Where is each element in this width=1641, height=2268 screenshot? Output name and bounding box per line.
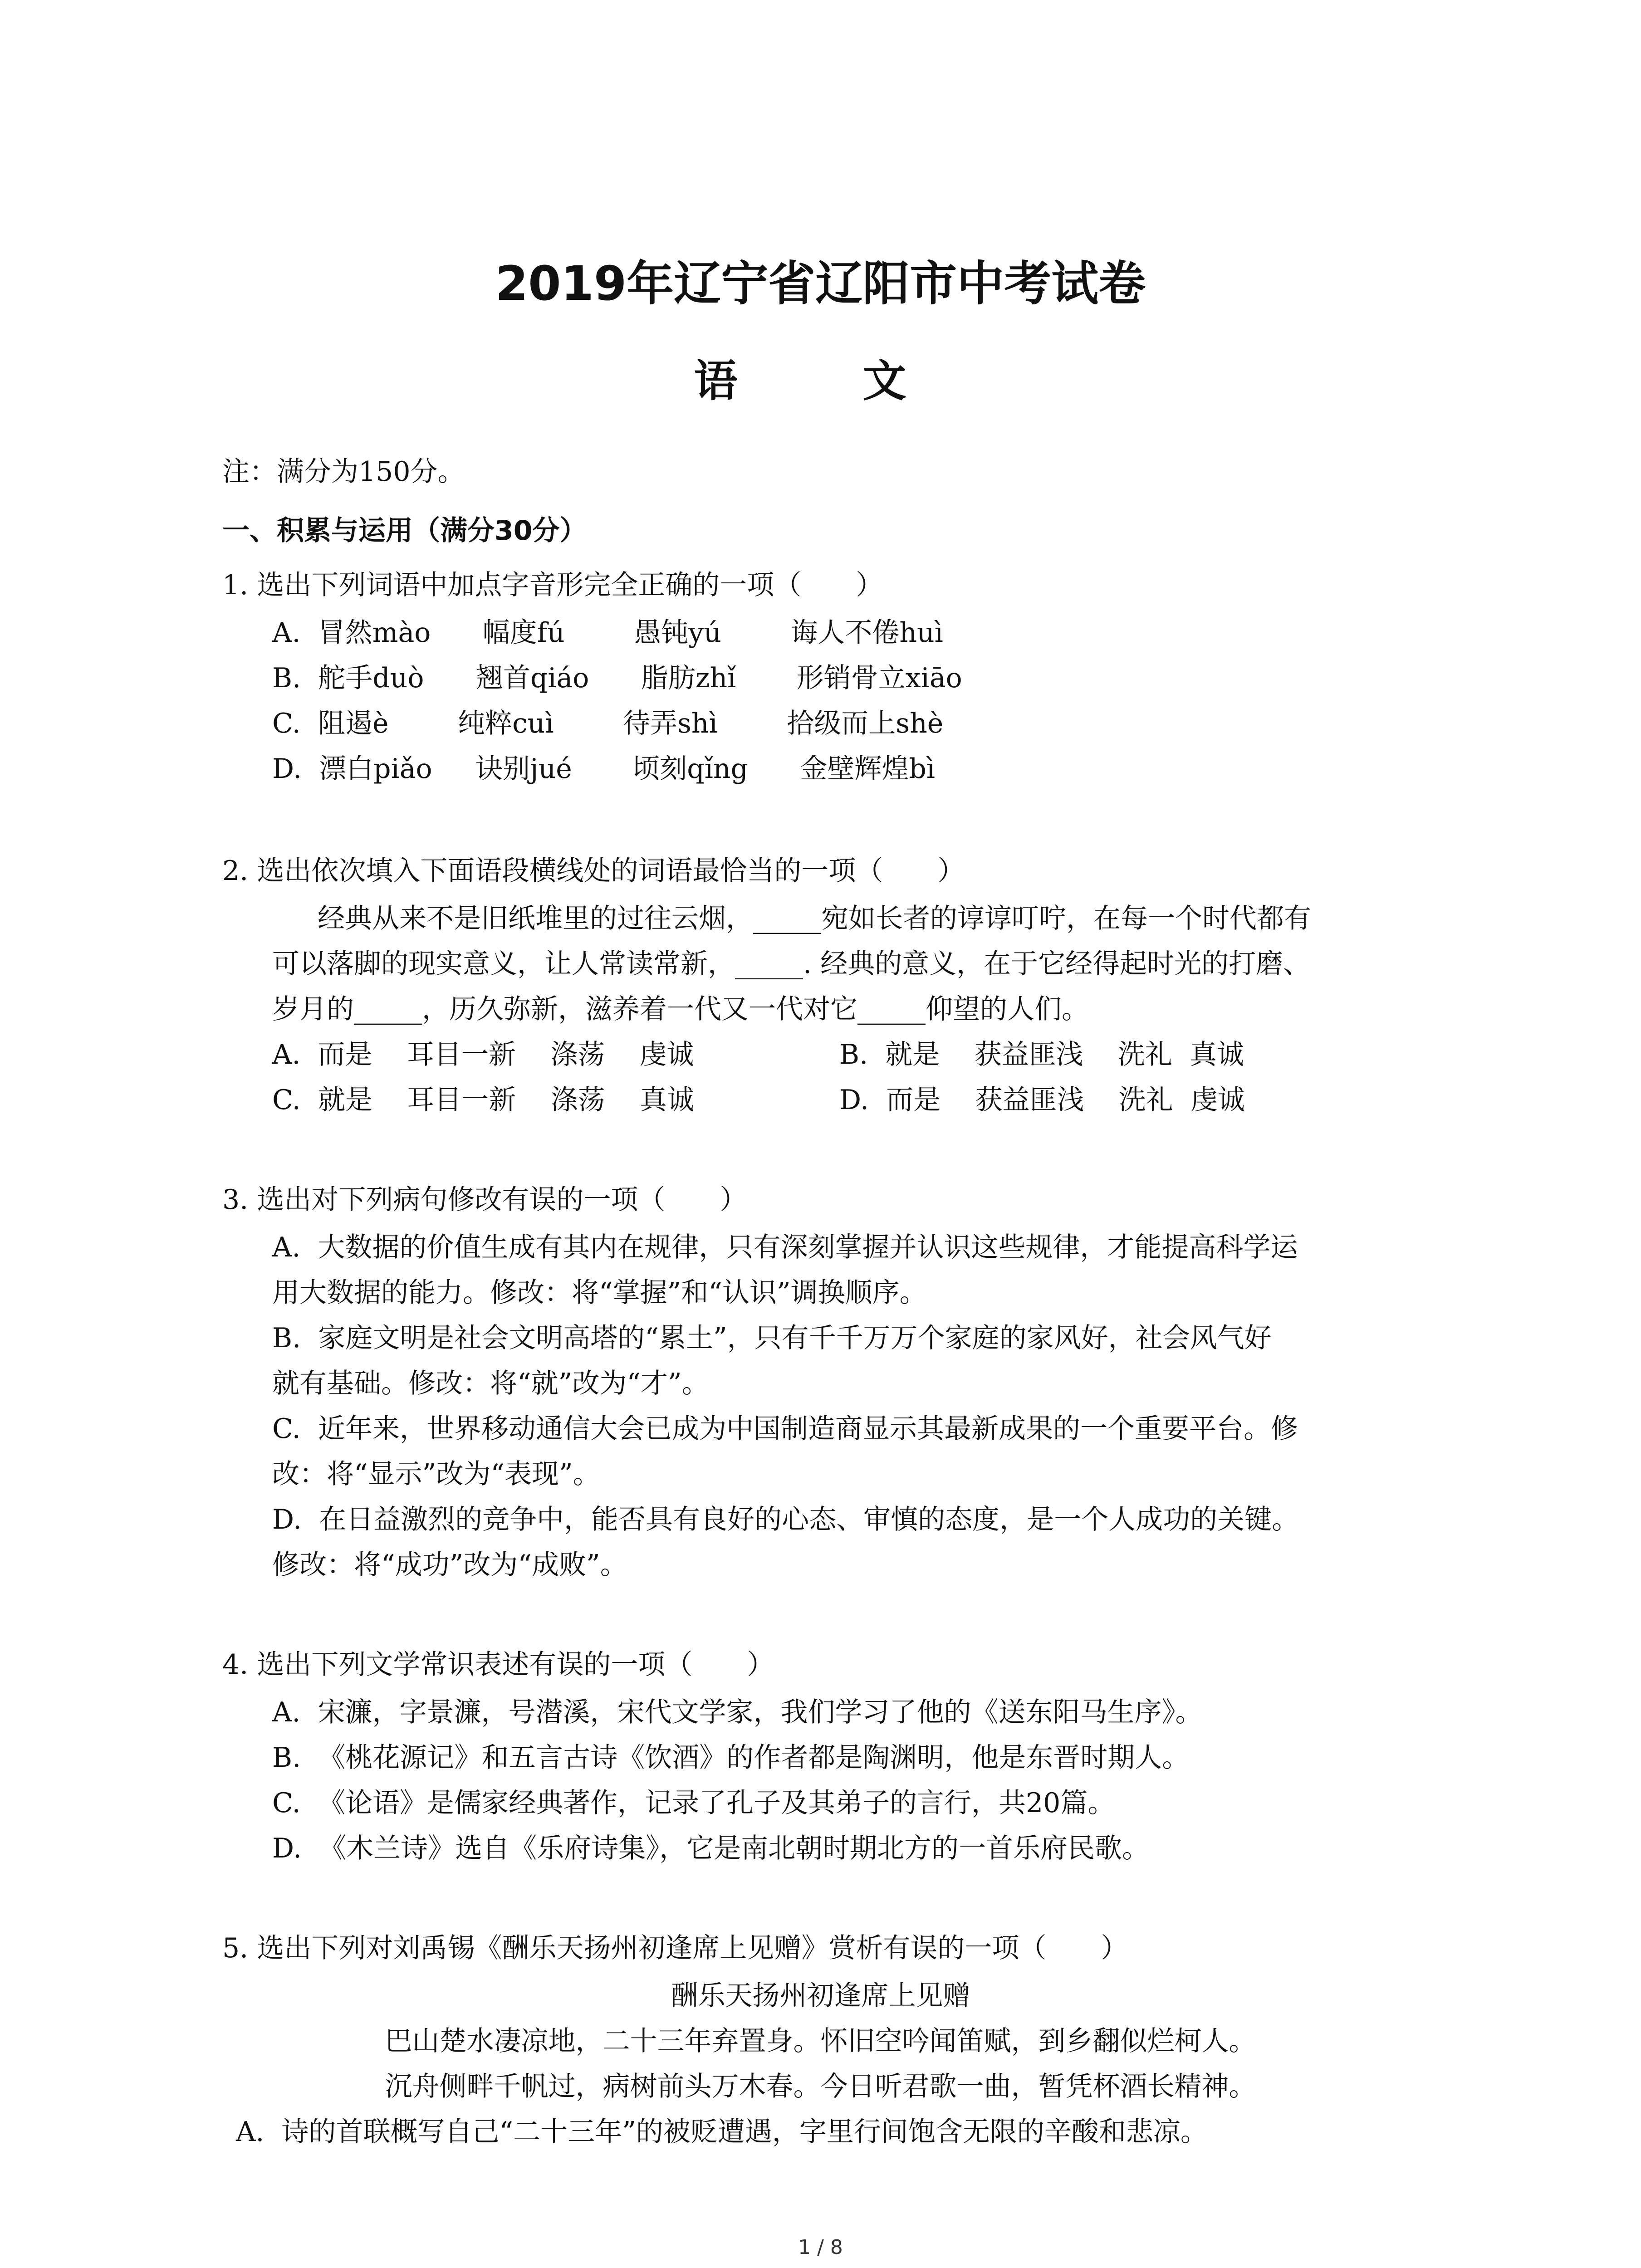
q2-option-c: C. 就是 耳目一新 涤荡 真诚 bbox=[272, 1084, 694, 1116]
page-number: 1 / 8 bbox=[798, 2236, 843, 2259]
q4-stem: 4. 选出下列文学常识表述有误的一项（ ） bbox=[222, 1649, 774, 1681]
q3-option-c-line-1: C. 近年来，世界移动通信大会已成为中国制造商显示其最新成果的一个重要平台。修 bbox=[272, 1413, 1298, 1445]
score-note: 注：满分为150分。 bbox=[222, 456, 465, 488]
q3-stem: 3. 选出对下列病句修改有误的一项（ ） bbox=[222, 1184, 747, 1216]
q1-option-a: A. 冒然mào 幅度fú 愚钝yú 诲人不倦huì bbox=[272, 617, 943, 649]
q4-option-c: C. 《论语》是儒家经典著作，记录了孔子及其弟子的言行，共20篇。 bbox=[272, 1787, 1115, 1819]
q3-option-d-line-2: 修改：将“成功”改为“成败”。 bbox=[272, 1549, 627, 1581]
q5-poem-title: 酬乐天扬州初逢席上见赠 bbox=[671, 1980, 970, 2012]
q3-option-b-line-2: 就有基础。修改：将“就”改为“才”。 bbox=[272, 1368, 709, 1399]
q2-option-a: A. 而是 耳目一新 涤荡 虔诚 bbox=[272, 1039, 694, 1070]
q3-option-b-line-1: B. 家庭文明是社会文明高塔的“累土”，只有千千万万个家庭的家风好，社会风气好 bbox=[272, 1322, 1272, 1354]
q3-option-d-line-1: D. 在日益激烈的竞争中，能否具有良好的心态、审慎的态度，是一个人成功的关键。 bbox=[272, 1504, 1299, 1535]
exam-title: 2019年辽宁省辽阳市中考试卷 bbox=[495, 256, 1146, 311]
q5-option-a: A. 诗的首联概写自己“二十三年”的被贬遭遇，字里行间饱含无限的辛酸和悲凉。 bbox=[236, 2116, 1208, 2148]
q5-poem-line-2: 沉舟侧畔千帆过，病树前头万木春。今日听君歌一曲，暂凭杯酒长精神。 bbox=[385, 2071, 1256, 2102]
q2-option-d: D. 而是 获益匪浅 洗礼 虔诚 bbox=[839, 1084, 1245, 1116]
q1-option-b: B. 舵手duò 翘首qiáo 脂肪zhǐ 形销骨立xiāo bbox=[272, 662, 962, 694]
q1-option-d: D. 漂白piǎo 诀别jué 顷刻qǐng 金壁辉煌bì bbox=[272, 753, 935, 785]
section-heading: 一、积累与运用（满分30分） bbox=[222, 515, 587, 547]
q5-stem: 5. 选出下列对刘禹锡《酬乐天扬州初逢席上见赠》赏析有误的一项（ ） bbox=[222, 1932, 1128, 1964]
q1-stem: 1. 选出下列词语中加点字音形完全正确的一项（ ） bbox=[222, 569, 883, 601]
q4-option-b: B. 《桃花源记》和五言古诗《饮酒》的作者都是陶渊明，他是东晋时期人。 bbox=[272, 1742, 1190, 1774]
q2-passage-line-1: 经典从来不是旧纸堆里的过往云烟，_____宛如长者的谆谆叮咛，在每一个时代都有 bbox=[318, 903, 1311, 934]
q4-option-a: A. 宋濂，字景濂，号潜溪，宋代文学家，我们学习了他的《送东阳马生序》。 bbox=[272, 1696, 1203, 1728]
q2-passage-line-2: 可以落脚的现实意义，让人常读常新，_____. 经典的意义，在于它经得起时光的打磨、 bbox=[272, 948, 1311, 980]
q3-option-a-line-1: A. 大数据的价值生成有其内在规律，只有深刻掌握并认识这些规律，才能提高科学运 bbox=[272, 1232, 1298, 1263]
subject-title: 语 文 bbox=[694, 356, 947, 406]
q3-option-c-line-2: 改：将“显示”改为“表现”。 bbox=[272, 1458, 600, 1490]
q2-passage-line-3: 岁月的_____，历久弥新，滋养着一代又一代对它_____仰望的人们。 bbox=[272, 993, 1089, 1025]
q1-option-c: C. 阻遏è 纯粹cuì 待弄shì 拾级而上shè bbox=[272, 708, 944, 739]
q4-option-d: D. 《木兰诗》选自《乐府诗集》，它是南北朝时期北方的一首乐府民歌。 bbox=[272, 1833, 1150, 1864]
q3-option-a-line-2: 用大数据的能力。修改：将“掌握”和“认识”调换顺序。 bbox=[272, 1277, 927, 1309]
q2-stem: 2. 选出依次填入下面语段横线处的词语最恰当的一项（ ） bbox=[222, 855, 965, 887]
q5-poem-line-1: 巴山楚水凄凉地，二十三年弃置身。怀旧空吟闻笛赋，到乡翻似烂柯人。 bbox=[385, 2025, 1256, 2057]
q2-option-b: B. 就是 获益匪浅 洗礼 真诚 bbox=[839, 1039, 1244, 1070]
